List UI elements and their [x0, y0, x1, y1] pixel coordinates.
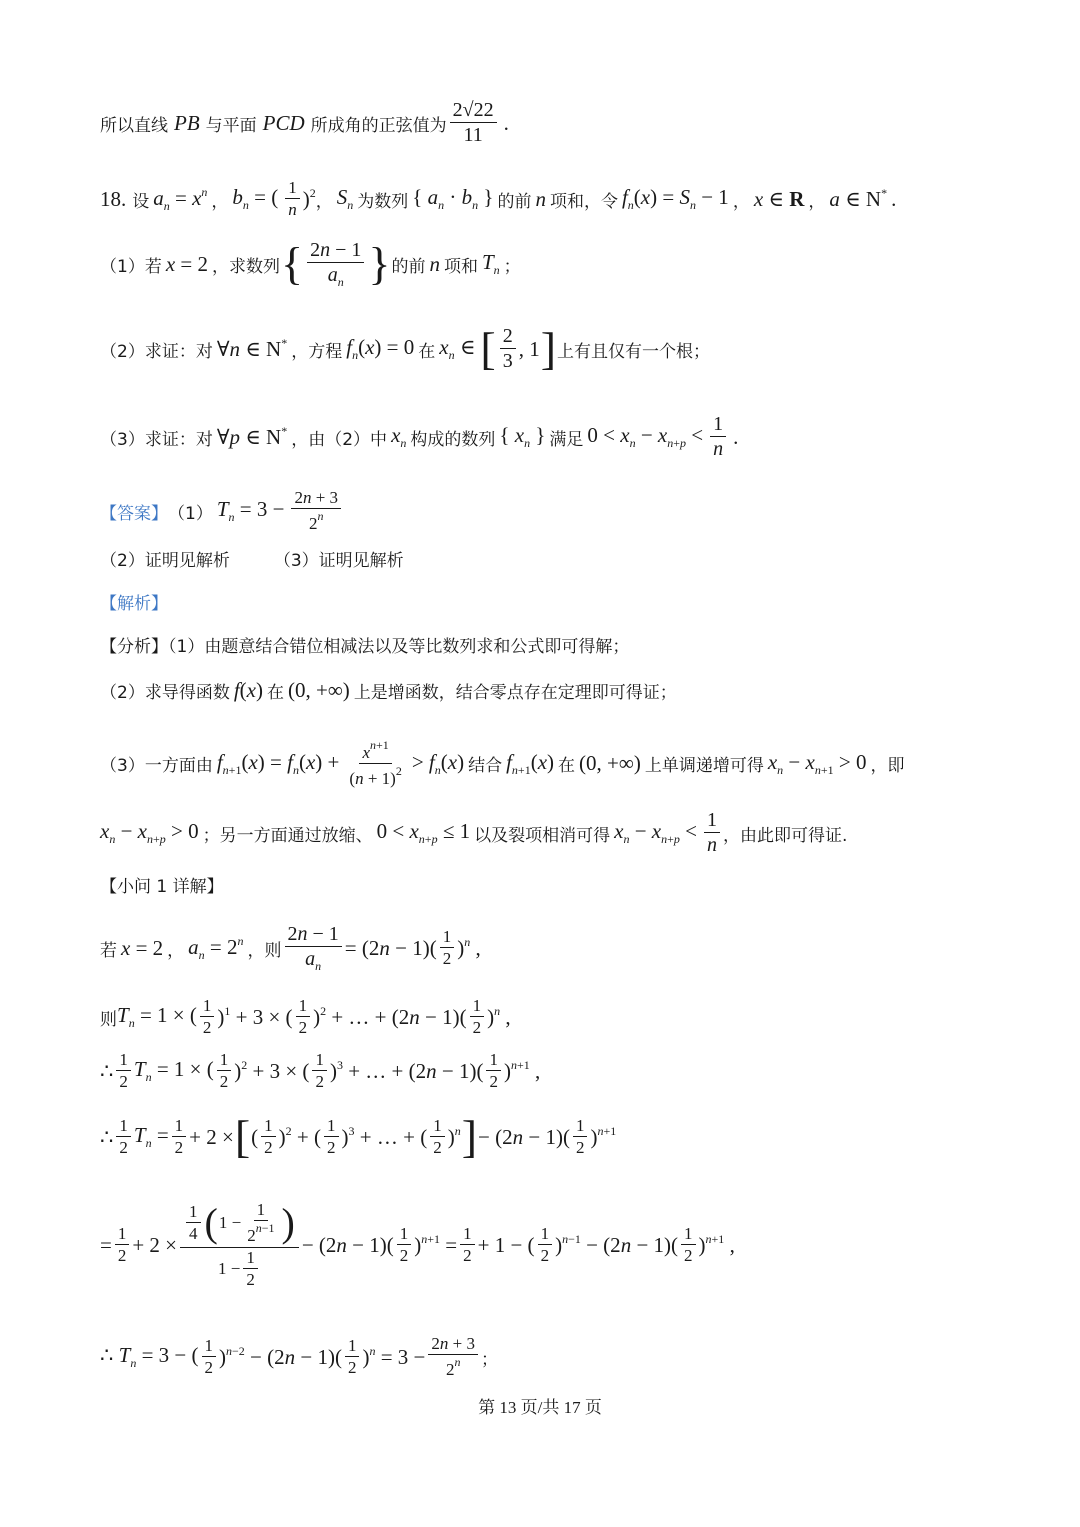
- detail-tag: 【小问 1 详解】: [100, 877, 224, 897]
- sine-value-fraction: $\frac{2√22}{11}$: [450, 98, 497, 148]
- analysis-line-4: $x_n - x_{n+p} > 0$ ；另一方面通过放缩、 $0 < x_{n+p} \le 1$ 以及裂项相消可得 $x_n - x_{n+p}$ < $\frac{1}{n}$ ，由此即可得证.: [100, 809, 848, 856]
- answer-line-2: （2）证明见解析 （3）证明见解析: [100, 551, 404, 571]
- conclusion-line: 所以直线 PB 与平面 PCD 所成角的正弦值为 $\frac{2√22}{11}$ .: [100, 99, 509, 146]
- page-footer: 第 13 页/共 17 页: [478, 1398, 602, 1417]
- detail-line-6: ∴ $T_n = 3$ − ( $\frac{1}{2}$ )$^{n-2}$ − (2n − 1)( $\frac{1}{2}$ )$^n$ = 3 − $\frac{2n + 3}{2^n}$ ；: [100, 1334, 498, 1380]
- analysis-line-2: （2）求导得函数 f(x) 在 (0, +∞) 上是增函数，结合零点存在定理即可得证；: [100, 678, 677, 703]
- detail-line-4: ∴ $\frac{1}{2}$ $T_n$ = $\frac{1}{2}$ + 2 × [ ( $\frac{1}{2}$ )$^2$ + ( $\frac{1}{2}$ )$^3$ + … + ( $\frac{1}{2}$ )$^n$ ] − (2n − 1)( $\frac{1}{2}$ )$^{n+1}$: [100, 1111, 617, 1162]
- analysis-tag: 【解析】: [100, 594, 168, 614]
- problem-18-part3: （3）求证：对 ∀p ∈ N* ，由（2）中 $x_n$ 构成的数列 { $x_n$ } 满足 $0 < x_n - x_{n+p}$ < $\frac{1}{n}$ .: [100, 413, 739, 460]
- problem-18-statement: 18. 设 $a_n = x^n$ ， $b_n$ = ( $\frac{1}{n}$ )$^2$ ， $S_n$ 为数列 { $a_n \cdot b_n$ } 的前 n 项和，令 $f_n(x) = S_n - 1$ ， x ∈ R ， a ∈ N* .: [100, 178, 897, 220]
- detail-line-2: 则 $T_n = 1$ × ( $\frac{1}{2}$ )$^1$ + 3 × ( $\frac{1}{2}$ )$^2$ + … + (2n − 1)( $\frac{1}{2}$ )$^n$ ,: [100, 996, 511, 1038]
- problem-18-part1: （1）若 x = 2 ，求数列 { $\frac{2n - 1}{a_n}$ } 的前 n 项和 $T_n$ ；: [100, 238, 521, 289]
- detail-line-5: = $\frac{1}{2}$ + 2 × $\frac{1}{4}$ ( 1 − $\frac{1}{2^{n-1}}$ ) 1 − $\frac{1}{2}$ − (2n − 1)( $\frac{1}{2}$ )$^{n+1}$ = $\frac{1}{2}$ + 1 − ( $\frac{1}{2}$ )$^{n-1}$ − (2n − 1)( $\frac{1}{2}$ )$^{n+1}$ ,: [100, 1200, 735, 1290]
- detail-line-3: ∴ $\frac{1}{2}$ $T_n = 1$ × ( $\frac{1}{2}$ )$^2$ + 3 × ( $\frac{1}{2}$ )$^3$ + … + (2n − 1)( $\frac{1}{2}$ )$^{n+1}$ ,: [100, 1050, 541, 1092]
- analysis-line-1: 【分析】（1）由题意结合错位相减法以及等比数列求和公式即可得解；: [100, 637, 630, 657]
- problem-18-part2: （2）求证：对 ∀n ∈ N* ，方程 $f_n(x) = 0$ 在 $x_n$ ∈ [ $\frac{2}{3}$ , 1 ] 上有且仅有一个根；: [100, 323, 711, 374]
- detail-line-1: 若 x = 2 ， $a_n = 2^n$ ，则 $\frac{2n - 1}{a_n}$ = (2n − 1)( $\frac{1}{2}$ )$^n$ ,: [100, 923, 481, 973]
- answer-line: 【答案】 （1） $T_n = 3$ − $\frac{2n + 3}{2^n}$: [100, 488, 344, 535]
- analysis-line-3: （3）一方面由 $f_{n+1}(x) = f_n(x)$ + $\frac{x^{n+1}}{(n + 1)^2}$ > $f_n(x)$ 结合 $f_{n+1}(x)$ 在 (0, +∞) 上单调递增可得 $x_n - x_{n+1} > 0$ ，即: [100, 738, 905, 789]
